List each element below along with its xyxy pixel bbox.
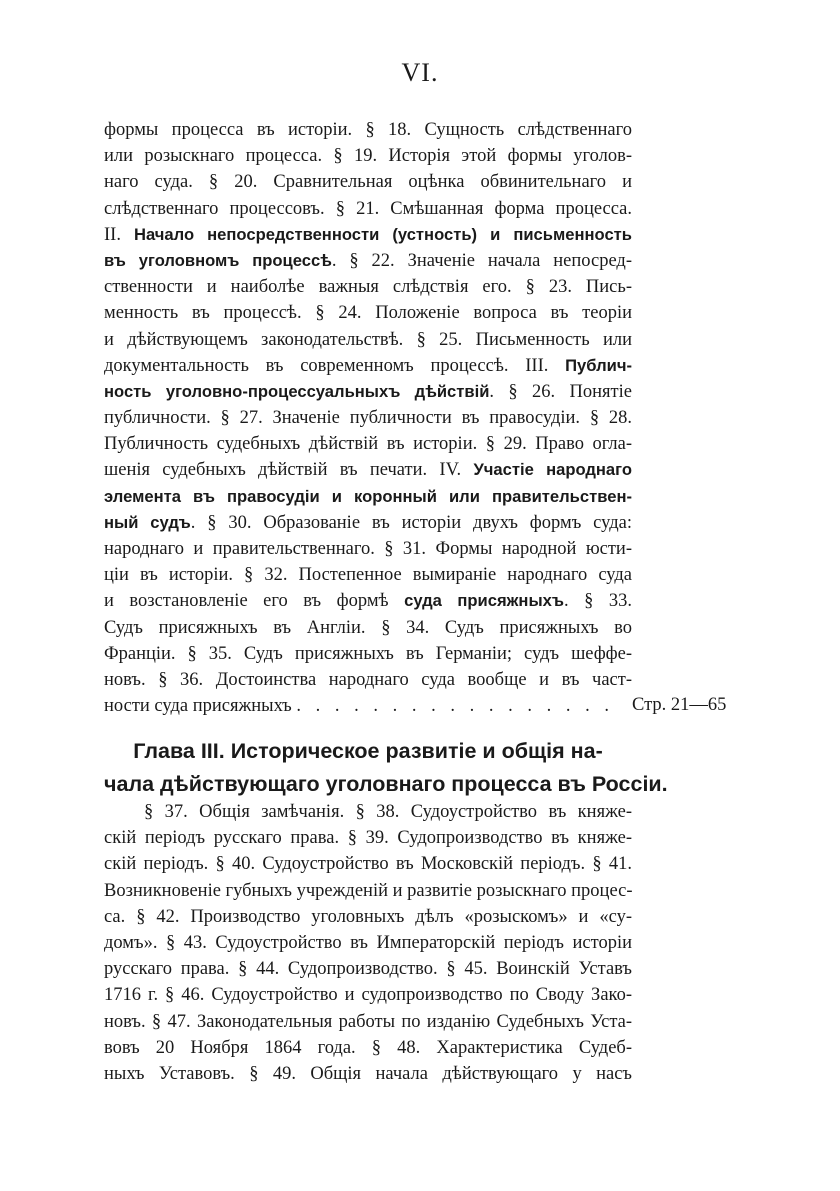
bold-topic: суда присяжныхъ	[404, 591, 564, 611]
text-segment: слѣдственнаго процессовъ. § 21. Смѣшанная форма процесса.	[104, 198, 632, 219]
toc-section-continuation	[104, 117, 632, 719]
bold-topic: ный судъ	[104, 512, 191, 532]
bold-topic: элемента въ правосудіи и коронный или правительствен-	[104, 486, 632, 506]
text-line	[104, 379, 632, 405]
text-segment: формы процесса въ исторіи. § 18. Сущность слѣдственнаго	[104, 120, 632, 140]
bold-topic: Начало непосредственности (устность) и письменность	[134, 224, 633, 244]
chapter-heading-line: Глава III. Историческое развитіе и общія на-	[133, 739, 603, 763]
text-line	[104, 405, 632, 431]
text-line: Возникновеніе губныхъ учрежденій и развитіе розыскнаго процес-	[104, 880, 633, 901]
text-line	[104, 327, 632, 353]
text-line	[104, 222, 632, 248]
text-segment: . § 22. Значеніе начала непосред-	[331, 250, 632, 271]
text-line	[104, 169, 632, 195]
text-segment: . § 26. Понятіе	[489, 381, 632, 402]
chapter-heading	[104, 735, 668, 801]
text-line	[104, 641, 632, 667]
text-line	[104, 562, 632, 588]
text-line	[104, 300, 632, 326]
text-line	[104, 615, 632, 641]
text-segment: Судъ присяжныхъ въ Англіи. § 34. Судъ присяжныхъ во	[104, 617, 632, 638]
text-line: скій періодъ русскаго права. § 39. Судопроизводство въ княже-	[104, 828, 632, 849]
text-line: русскаго права. § 44. Судопроизводство. § 45. Воинскій Уставъ	[104, 959, 632, 980]
text-segment: наго суда. § 20. Сравнительная оцѣнка обвинительнаго и	[104, 172, 632, 193]
text-line	[104, 536, 632, 562]
text-segment: новъ. § 36. Достоинства народнаго суда вообще и въ част-	[104, 669, 632, 690]
text-line	[104, 457, 632, 483]
text-segment: и возстановленіе его въ формѣ	[104, 591, 405, 612]
text-line	[104, 484, 632, 510]
text-segment: Франціи. § 35. Судъ присяжныхъ въ Германіи; судъ шеффе-	[104, 643, 632, 664]
text-line: са. § 42. Производство уголовныхъ дѣлъ «розыскомъ» и «су-	[104, 906, 632, 927]
text-line: 1716 г. § 46. Судоустройство и судопроизводство по Своду Зако-	[104, 985, 632, 1006]
text-line	[104, 143, 632, 169]
text-line	[104, 588, 632, 614]
text-segment: ціи въ исторіи. § 32. Постепенное вымираніе народнаго суда	[104, 565, 632, 586]
bold-topic: ность уголовно-процессуальныхъ дѣйствій	[104, 381, 490, 401]
text-line: новъ. § 47. Законодательныя работы по изданію Судебныхъ Уста-	[104, 1011, 632, 1032]
page-number: VI.	[401, 58, 439, 87]
bold-topic: въ уголовномъ процессѣ	[104, 250, 332, 270]
text-segment: шенія судебныхъ дѣйствій въ печати. IV.	[104, 460, 474, 481]
bold-topic: Публич-	[565, 355, 632, 375]
text-segment: ности суда присяжныхъ	[104, 696, 297, 717]
text-line: домъ». § 43. Судоустройство въ Императорскій періодъ исторіи	[104, 932, 632, 953]
text-line	[104, 117, 632, 143]
bold-topic: Участіе народнаго	[473, 460, 632, 480]
text-segment: ственности и наиболѣе важныя слѣдствія его. § 23. Пись-	[104, 277, 632, 298]
leader-dots: . . . . . . . . . . . . . . . . .	[296, 696, 614, 717]
text-line: § 37. Общія замѣчанія. § 38. Судоустройство въ княже-	[144, 802, 632, 822]
text-segment: II.	[104, 224, 134, 245]
text-line	[104, 431, 632, 457]
text-line: вовъ 20 Ноября 1864 года. § 48. Характеристика Судеб-	[104, 1037, 632, 1058]
text-segment: документальность въ современномъ процессѣ. III.	[104, 355, 566, 376]
text-line	[104, 196, 632, 222]
text-segment: и дѣйствующемъ законодательствѣ. § 25. Письменность или	[104, 329, 632, 350]
text-segment: публичности. § 27. Значеніе публичности въ правосудіи. § 28.	[104, 408, 632, 429]
chapter-heading-line: чала дѣйствующаго уголовнаго процесса въ Россіи.	[104, 772, 668, 796]
text-segment: народнаго и правительственнаго. § 31. Формы народной юсти-	[104, 539, 632, 559]
text-line: скій періодъ. § 40. Судоустройство въ Московскій періодъ. § 41.	[104, 854, 632, 875]
text-line	[104, 353, 632, 379]
text-line	[104, 693, 632, 719]
page-reference: Стр. 21—65	[632, 695, 727, 715]
chapter-summary	[104, 799, 632, 1087]
text-segment: . § 30. Образованіе въ исторіи двухъ формъ суда:	[190, 512, 632, 533]
text-line	[104, 248, 632, 274]
text-line	[104, 274, 632, 300]
text-segment: . § 33.	[563, 591, 632, 612]
text-segment: Публичность судебныхъ дѣйствій въ исторіи. § 29. Право огла-	[104, 434, 632, 455]
text-segment: или розыскнаго процесса. § 19. Исторія этой формы уголов-	[104, 146, 632, 167]
text-line: ныхъ Уставовъ. § 49. Общія начала дѣйствующаго у насъ	[104, 1063, 632, 1084]
text-segment: менность въ процессѣ. § 24. Положеніе вопроса въ теоріи	[104, 303, 632, 324]
text-line	[104, 667, 632, 693]
text-line	[104, 510, 632, 536]
